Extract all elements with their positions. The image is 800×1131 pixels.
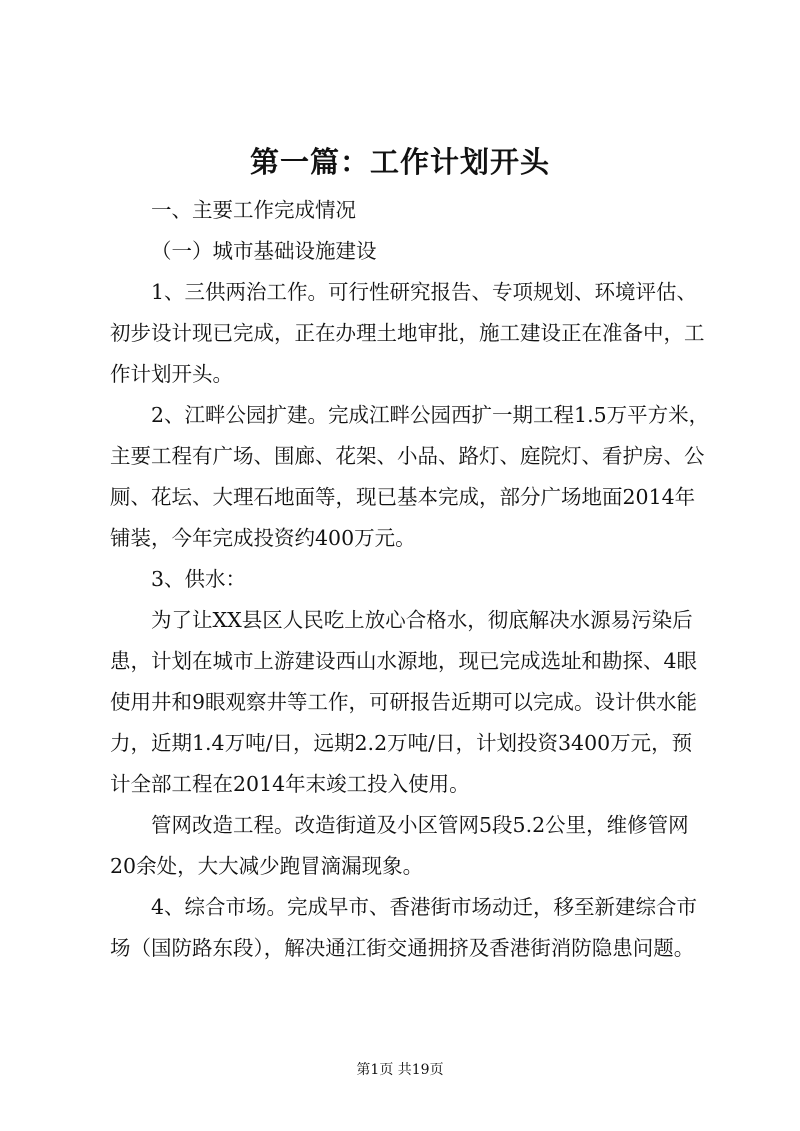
document-title: 第一篇：工作计划开头 (249, 145, 550, 179)
paragraph-pipe-network: 管网改造工程。改造街道及小区管网5段5.2公里，维修管网20余处，大大减少跑冒滴漏现象。 (110, 813, 689, 878)
page-footer: 第1页 共19页 (356, 1062, 444, 1078)
paragraph-item-4: 4、综合市场。完成早市、香港街市场动迁，移至新建综合市场（国防路东段），解决通江街交通拥挤及香港街消防隐患问题。 (110, 895, 698, 960)
document-body (110, 190, 710, 969)
paragraph-water-supply: 为了让XX县区人民吃上放心合格水，彻底解决水源易污染后患，计划在城市上游建设西山水源地，现已完成选址和勘探、4眼使用井和9眼观察井等工作，可研报告近期可以完成。设计供水能力，近期1.4万吨/日，远期2.2万吨/日，计划投资3400万元，预计全部工程在2014年末竣工投入使用。 (110, 608, 698, 796)
paragraph-item-3-heading: 3、供水： (151, 567, 247, 591)
subsection-heading: （一）城市基础设施建设 (151, 239, 377, 263)
paragraph-item-2: 2、江畔公园扩建。完成江畔公园西扩一期工程1.5万平方米，主要工程有广场、围廊、花架、小品、路灯、庭院灯、看护房、公厕、花坛、大理石地面等，现已基本完成，部分广场地面2014年铺装，今年完成投资约400万元。 (110, 403, 710, 550)
section-heading: 一、主要工作完成情况 (151, 198, 356, 222)
paragraph-item-1: 1、三供两治工作。可行性研究报告、专项规划、环境评估、初步设计现已完成，正在办理土地审批，施工建设正在准备中，工作计划开头。 (110, 280, 705, 386)
